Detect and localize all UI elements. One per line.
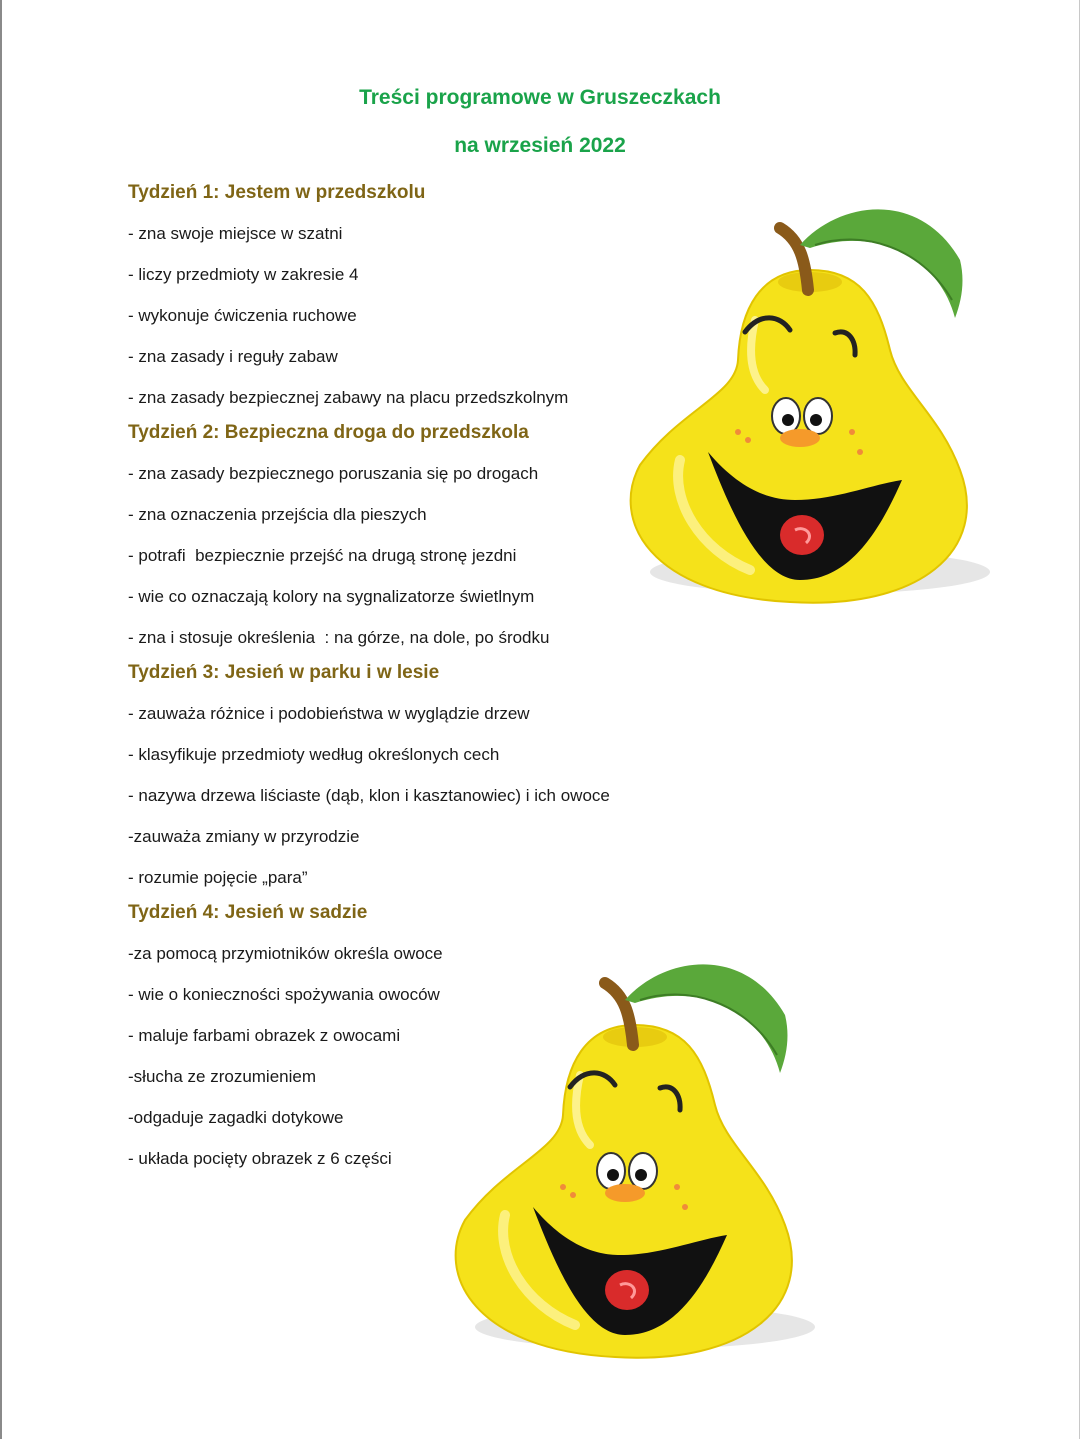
smiling-pear-icon bbox=[620, 200, 1000, 620]
list-item: - zna i stosuje określenia : na górze, na dole, po środku bbox=[128, 628, 550, 647]
page-subtitle: na wrzesień 2022 bbox=[454, 134, 626, 157]
week-section bbox=[128, 178, 688, 418]
list-item: -słucha ze zrozumieniem bbox=[128, 1067, 317, 1086]
list-item: - liczy przedmioty w zakresie 4 bbox=[128, 265, 359, 284]
list-item: - zna swoje miejsce w szatni bbox=[128, 224, 343, 243]
list-item: - klasyfikuje przedmioty według określonych cech bbox=[128, 745, 500, 764]
list-item: - zna zasady i reguły zabaw bbox=[128, 347, 338, 366]
list-item: - zna oznaczenia przejścia dla pieszych bbox=[128, 505, 427, 524]
week-title: Tydzień 1: Jestem w przedszkolu bbox=[128, 182, 426, 203]
week-title: Tydzień 4: Jesień w sadzie bbox=[128, 902, 368, 923]
week-title: Tydzień 3: Jesień w parku i w lesie bbox=[128, 662, 440, 683]
list-item: -zauważa zmiany w przyrodzie bbox=[128, 827, 360, 846]
week-section bbox=[128, 418, 688, 658]
list-item: - maluje farbami obrazek z owocami bbox=[128, 1026, 401, 1045]
list-item: - wie co oznaczają kolory na sygnalizatorze świetlnym bbox=[128, 587, 535, 606]
list-item: - potrafi bezpiecznie przejść na drugą stronę jezdni bbox=[128, 546, 517, 565]
smiling-pear-icon bbox=[445, 955, 825, 1375]
week-title: Tydzień 2: Bezpieczna droga do przedszkola bbox=[128, 422, 529, 443]
week-section bbox=[128, 658, 688, 898]
list-item: -odgaduje zagadki dotykowe bbox=[128, 1108, 344, 1127]
list-item: - rozumie pojęcie „para” bbox=[128, 868, 308, 887]
page-title: Treści programowe w Gruszeczkach bbox=[359, 86, 721, 109]
list-item: - zna zasady bezpiecznego poruszania się po drogach bbox=[128, 464, 539, 483]
list-item: - nazywa drzewa liściaste (dąb, klon i kasztanowiec) i ich owoce bbox=[128, 786, 610, 805]
page-edge-left bbox=[0, 0, 2, 1439]
list-item: - zna zasady bezpiecznej zabawy na placu przedszkolnym bbox=[128, 388, 569, 407]
list-item: - zauważa różnice i podobieństwa w wyglądzie drzew bbox=[128, 704, 530, 723]
list-item: - wykonuje ćwiczenia ruchowe bbox=[128, 306, 357, 325]
list-item: - układa pocięty obrazek z 6 części bbox=[128, 1149, 392, 1168]
list-item: -za pomocą przymiotników określa owoce bbox=[128, 944, 443, 963]
list-item: - wie o konieczności spożywania owoców bbox=[128, 985, 440, 1004]
